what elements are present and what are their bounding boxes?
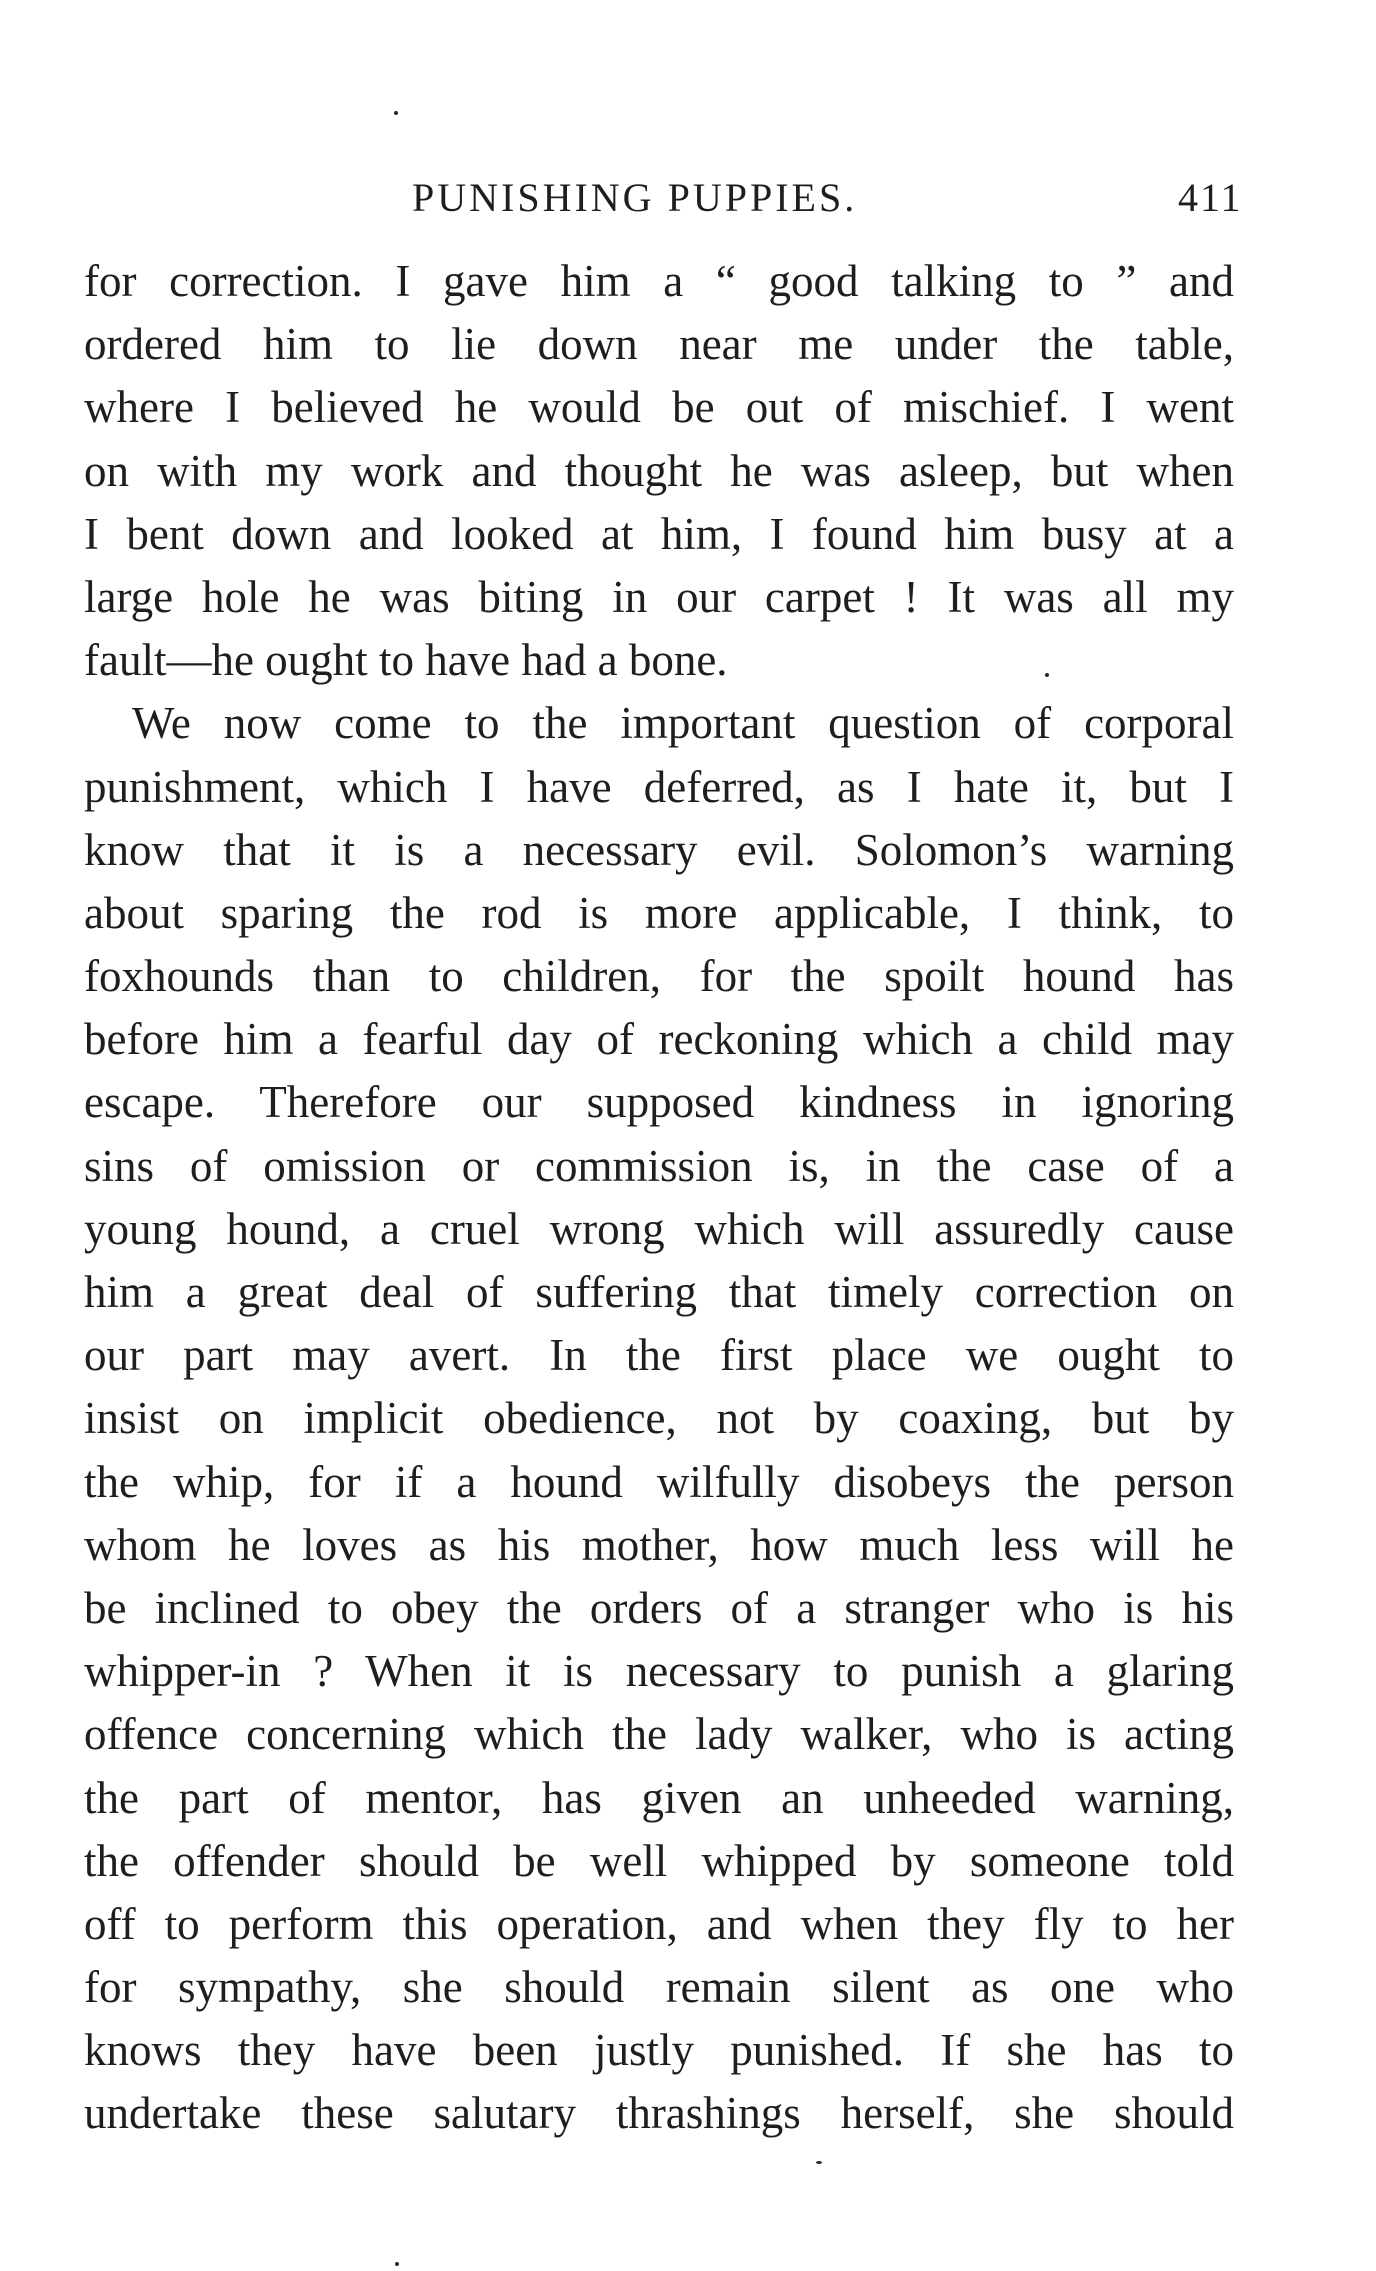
text-line: be inclined to obey the orders of a stranger who is his — [84, 1582, 1234, 1633]
text-line: know that it is a necessary evil. Solomon’s warning — [84, 824, 1234, 875]
text-line: whipper-in ? When it is necessary to punish a glaring — [84, 1646, 1234, 1697]
text-line: punishment, which I have deferred, as I hate it, but I — [84, 761, 1234, 812]
text-line: the offender should be well whipped by someone told — [84, 1835, 1234, 1886]
text-line: our part may avert. In the first place we ought to — [84, 1330, 1234, 1381]
text-line: large hole he was biting in our carpet ! It was all my — [84, 571, 1234, 622]
text-line: fault—he ought to have had a bone. — [84, 635, 728, 686]
text-line: him a great deal of suffering that timely correction on — [84, 1267, 1234, 1317]
text-line: knows they have been justly punished. If she has to — [84, 2025, 1234, 2076]
text-line: for sympathy, she should remain silent as one who — [84, 1962, 1234, 2013]
body-text — [84, 250, 1234, 2146]
text-line: about sparing the rod is more applicable, I think, to — [84, 887, 1234, 938]
text-line: I bent down and looked at him, I found him busy at a — [84, 508, 1234, 559]
text-line: undertake these salutary thrashings herself, she should — [84, 2088, 1234, 2139]
text-line: before him a fearful day of reckoning which a child may — [84, 1014, 1234, 1065]
text-line: on with my work and thought he was asleep, but when — [84, 445, 1234, 496]
running-head — [0, 168, 1376, 228]
text-line: where I believed he would be out of mischief. I went — [84, 382, 1234, 433]
running-title: PUNISHING PUPPIES. — [412, 175, 858, 220]
text-line: for correction. I gave him a “ good talking to ” and — [84, 256, 1234, 306]
text-line: young hound, a cruel wrong which will assuredly cause — [84, 1203, 1234, 1254]
page-number: 411 — [1178, 175, 1243, 220]
text-line: sins of omission or commission is, in the case of a — [84, 1140, 1234, 1191]
scan-speck — [394, 111, 398, 115]
text-line: insist on implicit obedience, not by coaxing, but by — [84, 1393, 1234, 1444]
text-line: ordered him to lie down near me under the table, — [84, 319, 1234, 370]
text-line: whom he loves as his mother, how much less will he — [84, 1519, 1234, 1570]
text-line: the whip, for if a hound wilfully disobeys the person — [84, 1456, 1234, 1507]
text-line: the part of mentor, has given an unheeded warning, — [84, 1772, 1234, 1823]
text-line: escape. Therefore our supposed kindness in ignoring — [84, 1077, 1234, 1128]
text-line: off to perform this operation, and when they fly to her — [84, 1898, 1234, 1949]
text-line: We now come to the important question of corporal — [132, 698, 1234, 749]
text-line: offence concerning which the lady walker, who is acting — [84, 1709, 1234, 1760]
scan-speck — [395, 2262, 399, 2266]
text-line: foxhounds than to children, for the spoilt hound has — [84, 951, 1234, 1002]
scan-speck — [816, 2161, 822, 2164]
scan-speck — [1045, 673, 1049, 677]
